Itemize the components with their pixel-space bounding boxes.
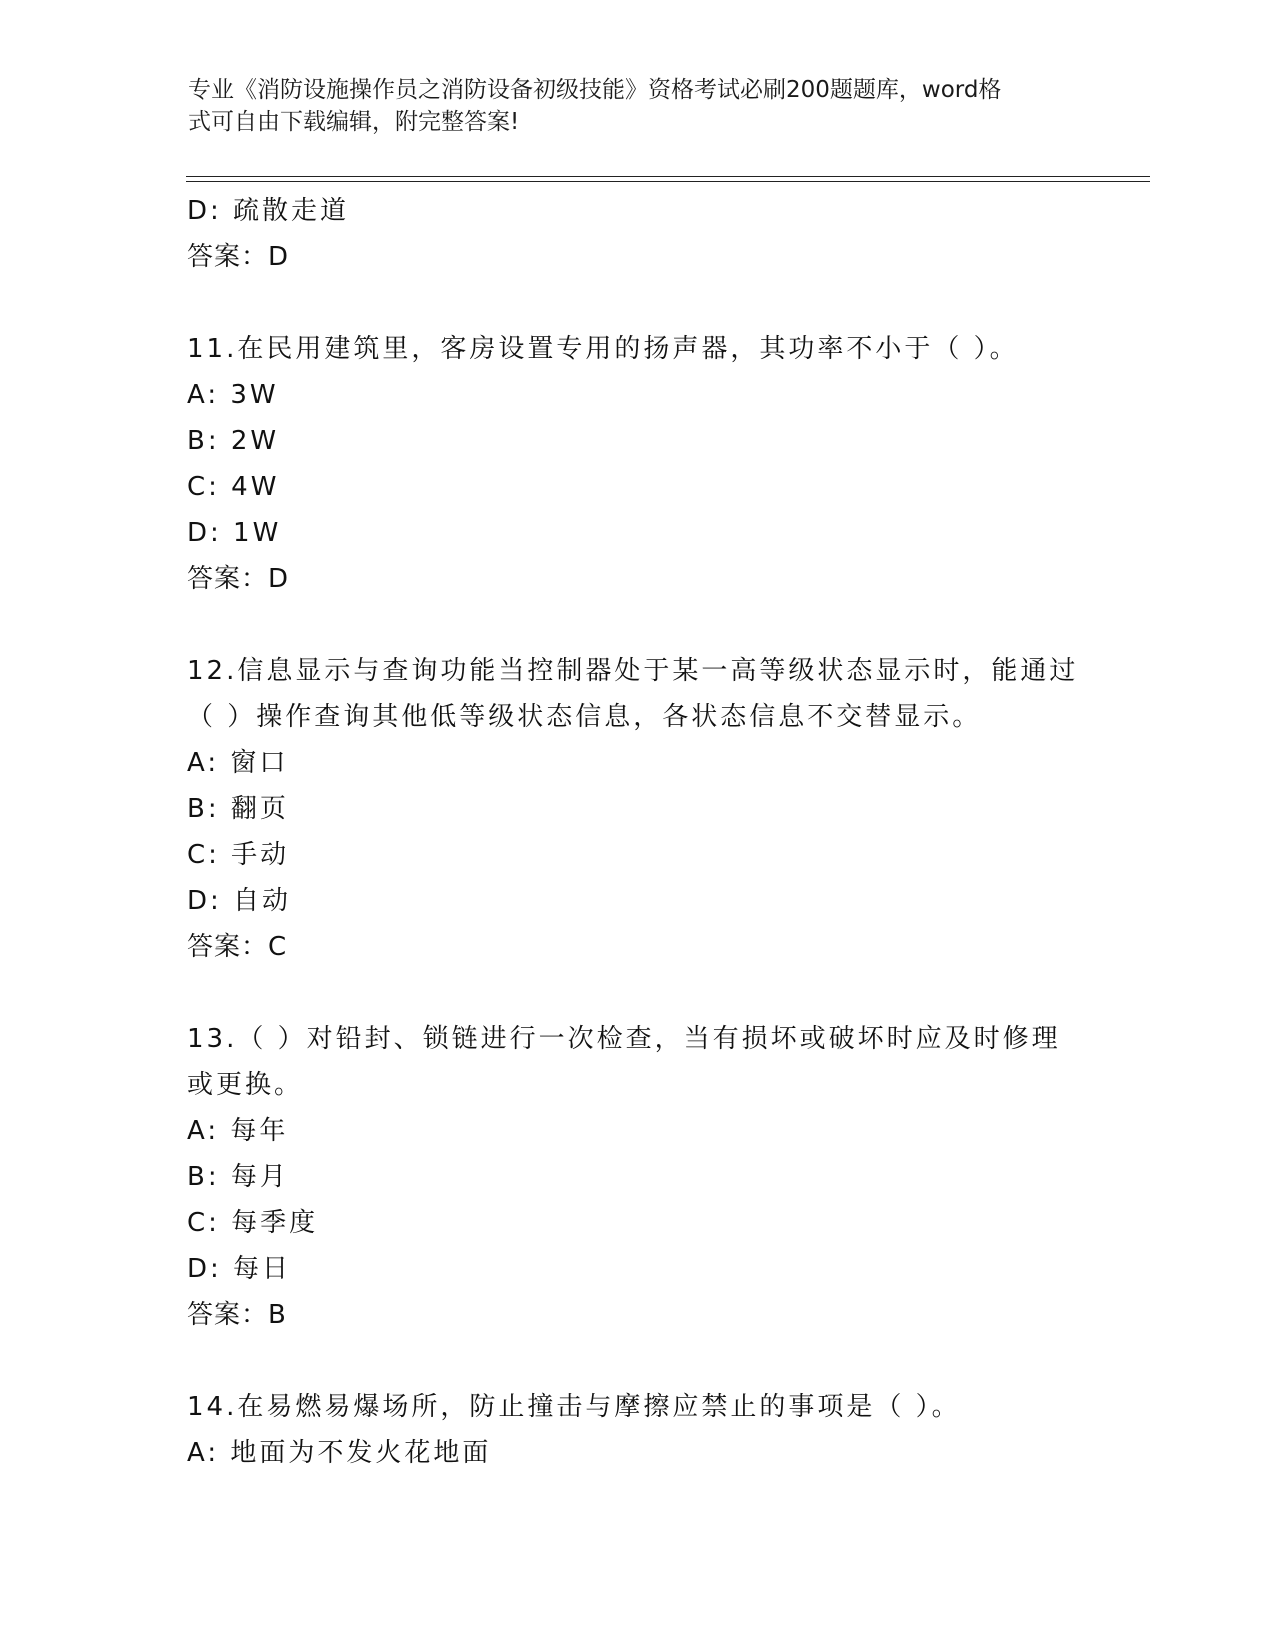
spacer	[187, 970, 1087, 1016]
option-a: A: 每年	[187, 1116, 289, 1146]
option-d: D: 自动	[187, 886, 292, 916]
option-a: A: 窗口	[187, 748, 289, 778]
answer-line: 答案：D	[187, 564, 290, 594]
option-c: C: 4W	[187, 472, 280, 502]
spacer	[187, 602, 1087, 648]
question-list	[187, 188, 1087, 1476]
answer-line: 答案：B	[187, 1300, 287, 1330]
option-d: D: 疏散走道	[187, 196, 350, 226]
answer-line: 答案：D	[187, 242, 290, 272]
header-divider-top	[186, 176, 1150, 177]
document-header	[188, 74, 1068, 138]
option-b: B: 翻页	[187, 794, 289, 824]
header-line-1: 专业《消防设施操作员之消防设备初级技能》资格考试必刷200题题库，word格	[188, 77, 1002, 103]
header-line-2: 式可自由下载编辑，附完整答案!	[188, 109, 520, 135]
option-c: C: 手动	[187, 840, 290, 870]
option-d: D: 每日	[187, 1254, 292, 1284]
option-b: B: 2W	[187, 426, 280, 456]
option-a: A: 地面为不发火花地面	[187, 1438, 492, 1468]
option-a: A: 3W	[187, 380, 279, 410]
option-c: C: 每季度	[187, 1208, 319, 1238]
question-stem: 11.在民用建筑里，客房设置专用的扬声器，其功率不小于（ ）。	[187, 334, 1019, 364]
spacer	[187, 280, 1087, 326]
question-stem-cont: （ ）操作查询其他低等级状态信息，各状态信息不交替显示。	[187, 702, 982, 732]
header-divider-bottom	[186, 181, 1150, 182]
question-stem-cont: 或更换。	[187, 1070, 304, 1100]
question-stem: 14.在易燃易爆场所，防止撞击与摩擦应禁止的事项是（ ）。	[187, 1392, 961, 1422]
question-stem: 13.（ ）对铅封、锁链进行一次检查，当有损坏或破坏时应及时修理	[187, 1024, 1061, 1054]
option-b: B: 每月	[187, 1162, 289, 1192]
answer-line: 答案：C	[187, 932, 288, 962]
question-stem: 12.信息显示与查询功能当控制器处于某一高等级状态显示时，能通过	[187, 656, 1079, 686]
option-d: D: 1W	[187, 518, 282, 548]
spacer	[187, 1338, 1087, 1384]
